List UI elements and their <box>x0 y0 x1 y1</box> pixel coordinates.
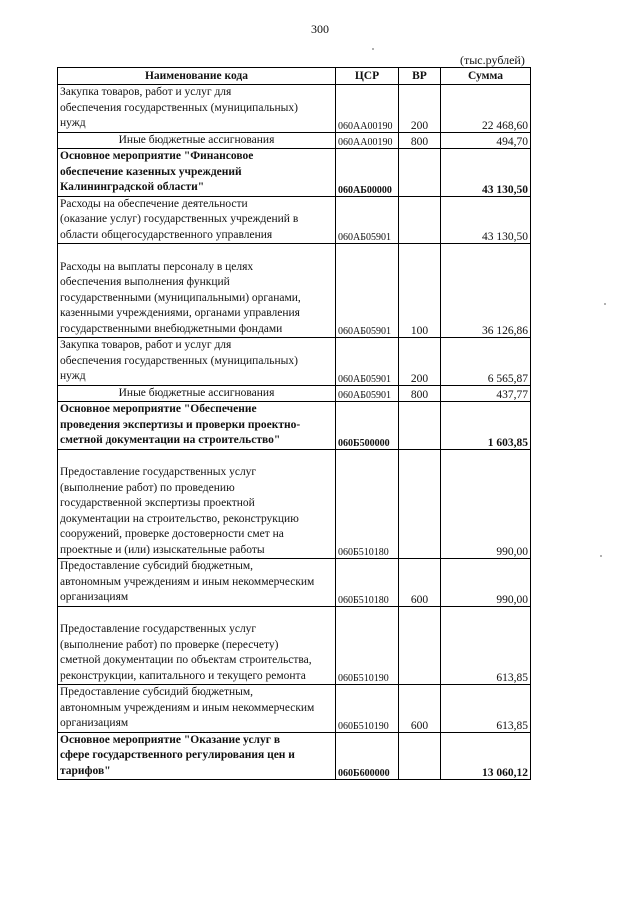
units-label: (тыс.рублей) <box>460 53 525 67</box>
cell-sum: 494,70 <box>441 132 531 149</box>
cell-sum: 613,85 <box>441 606 531 685</box>
cell-csr: 060Б510190 <box>336 606 399 685</box>
header-sum: Сумма <box>441 68 531 85</box>
table-row <box>58 85 531 133</box>
cell-vr: 600 <box>399 685 441 733</box>
cell-csr: 060АБ05901 <box>336 385 399 402</box>
cell-sum: 13 060,12 <box>441 732 531 780</box>
cell-vr <box>399 196 441 244</box>
cell-csr: 060АБ05901 <box>336 196 399 244</box>
cell-name: Расходы на обеспечение деятельности (оказание услуг) государственных учреждений в области общегосударственного управления <box>58 196 336 244</box>
cell-csr: 060Б510190 <box>336 685 399 733</box>
cell-vr: 200 <box>399 85 441 133</box>
cell-sum: 43 130,50 <box>441 196 531 244</box>
cell-name: Основное мероприятие "Оказание услуг в сфере государственного регулирования цен и тарифов" <box>58 732 336 780</box>
cell-csr: 060Б500000 <box>336 402 399 450</box>
table-row <box>58 149 531 197</box>
cell-sum: 990,00 <box>441 559 531 607</box>
cell-name: Предоставление государственных услуг (выполнение работ) по проведению государственной экспертизы проектной документации на строительство, реконструкцию сооружений, проверке достоверности смет на проектные и (или) изыскательные работы <box>58 449 336 559</box>
table-row <box>58 132 531 149</box>
cell-name: Закупка товаров, работ и услуг для обеспечения государственных (муниципальных) нужд <box>58 85 336 133</box>
scan-speck <box>372 48 374 50</box>
table-row <box>58 338 531 386</box>
table-row <box>58 606 531 685</box>
cell-name: Предоставление государственных услуг (выполнение работ) по проверке (пересчету) сметной документации по объектам строительства, реконструкции, капитального и текущего ремонта <box>58 606 336 685</box>
cell-vr <box>399 402 441 450</box>
cell-sum: 990,00 <box>441 449 531 559</box>
cell-name: Иные бюджетные ассигнования <box>58 385 336 402</box>
cell-csr: 060АА00190 <box>336 85 399 133</box>
cell-vr <box>399 732 441 780</box>
table-row <box>58 244 531 338</box>
header-vr: ВР <box>399 68 441 85</box>
cell-sum: 437,77 <box>441 385 531 402</box>
cell-vr: 100 <box>399 244 441 338</box>
scan-speck <box>600 555 602 557</box>
scan-speck <box>604 303 606 305</box>
cell-vr: 800 <box>399 132 441 149</box>
table-row <box>58 559 531 607</box>
cell-sum: 6 565,87 <box>441 338 531 386</box>
cell-sum: 22 468,60 <box>441 85 531 133</box>
cell-name: Иные бюджетные ассигнования <box>58 132 336 149</box>
cell-vr: 200 <box>399 338 441 386</box>
cell-csr: 060Б510180 <box>336 559 399 607</box>
cell-csr: 060АБ00000 <box>336 149 399 197</box>
cell-name: Основное мероприятие "Обеспечение проведения экспертизы и проверки проектно- сметной документации на строительство" <box>58 402 336 450</box>
cell-vr: 800 <box>399 385 441 402</box>
table-row <box>58 449 531 559</box>
cell-name: Основное мероприятие "Финансовое обеспечение казенных учреждений Калининградской области" <box>58 149 336 197</box>
cell-vr: 600 <box>399 559 441 607</box>
table-row <box>58 385 531 402</box>
cell-sum: 613,85 <box>441 685 531 733</box>
cell-vr <box>399 149 441 197</box>
cell-name: Расходы на выплаты персоналу в целях обеспечения выполнения функций государственными (муниципальными) органами, казенными учреждениями, органами управления государственными внебюджетными фондами <box>58 244 336 338</box>
header-name: Наименование кода <box>58 68 336 85</box>
cell-csr: 060Б510180 <box>336 449 399 559</box>
header-csr: ЦСР <box>336 68 399 85</box>
budget-table <box>57 67 531 780</box>
table-row <box>58 196 531 244</box>
table-body <box>58 85 531 780</box>
cell-sum: 1 603,85 <box>441 402 531 450</box>
cell-csr: 060АБ05901 <box>336 338 399 386</box>
cell-csr: 060АБ05901 <box>336 244 399 338</box>
cell-name: Предоставление субсидий бюджетным, автономным учреждениям и иным некоммерческим организациям <box>58 559 336 607</box>
cell-name: Закупка товаров, работ и услуг для обеспечения государственных (муниципальных) нужд <box>58 338 336 386</box>
page-number: 300 <box>311 22 329 36</box>
cell-name: Предоставление субсидий бюджетным, автономным учреждениям и иным некоммерческим организациям <box>58 685 336 733</box>
cell-sum: 36 126,86 <box>441 244 531 338</box>
table-row <box>58 685 531 733</box>
cell-vr <box>399 606 441 685</box>
cell-csr: 060АА00190 <box>336 132 399 149</box>
cell-csr: 060Б600000 <box>336 732 399 780</box>
cell-vr <box>399 449 441 559</box>
table-row <box>58 402 531 450</box>
cell-sum: 43 130,50 <box>441 149 531 197</box>
table-header-row <box>58 68 531 85</box>
table-row <box>58 732 531 780</box>
